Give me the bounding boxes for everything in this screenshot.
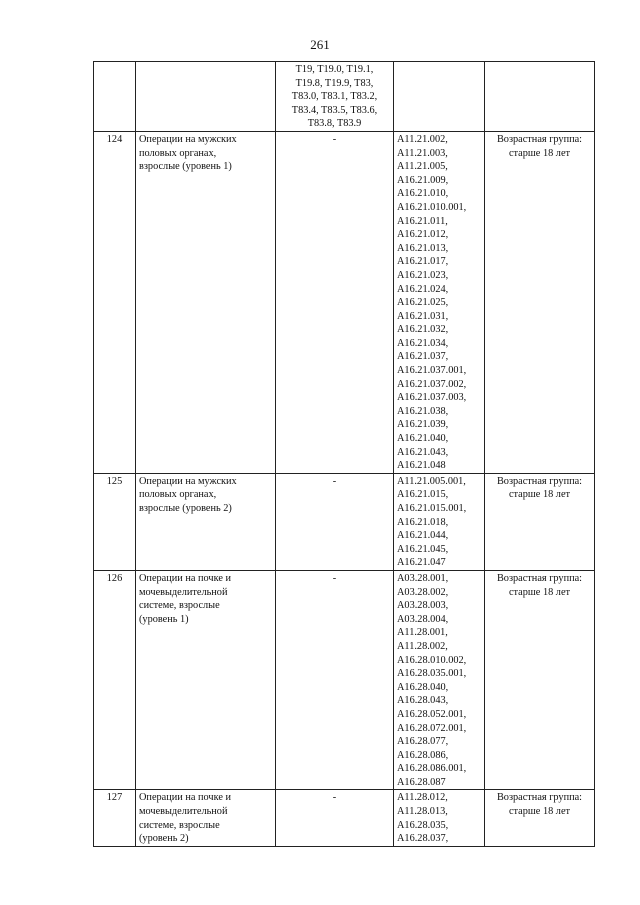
cell-line: (уровень 1) (139, 613, 189, 625)
cell-line: T19.8, T19.9, T83, (295, 77, 374, 89)
cell-line: - (332, 792, 337, 804)
service-codes-cell (394, 570, 485, 790)
cell-line: старше 18 лет (508, 489, 571, 501)
service-codes-cell (394, 131, 485, 473)
cell-line: - (332, 133, 337, 145)
cell-line: A03.28.003, (397, 600, 449, 612)
row-number-cell: 125 (94, 473, 136, 570)
cell-line: A11.21.005, (397, 161, 448, 173)
diagnosis-codes-cell (276, 790, 394, 846)
extra-criteria-cell (485, 790, 595, 846)
cell-line: A16.28.037, (397, 833, 449, 845)
cell-line: A03.28.001, (397, 572, 449, 584)
cell-line: мочевыделительной (139, 586, 228, 598)
cell-line: A11.28.002, (397, 640, 448, 652)
group-name-cell (136, 790, 276, 846)
cell-line: старше 18 лет (508, 806, 571, 818)
cell-line: A16.28.052.001, (397, 708, 467, 720)
page-number: 261 (310, 37, 330, 52)
diagnosis-codes-cell (276, 62, 394, 132)
cell-line: A16.21.045, (397, 543, 449, 555)
cell-line: A16.21.015, (397, 489, 449, 501)
group-name-cell (136, 131, 276, 473)
cell-line: мочевыделительной (139, 806, 228, 818)
cell-line: A16.21.034, (397, 337, 449, 349)
cell-line: A16.21.023, (397, 269, 449, 281)
cell-line: A16.21.048 (397, 460, 446, 472)
table-row (94, 570, 595, 790)
group-name-cell (136, 62, 276, 132)
cell-line: A16.21.024, (397, 283, 449, 295)
cell-line: A16.21.039, (397, 419, 449, 431)
cell-line: A16.21.010, (397, 188, 449, 200)
cell-line: (уровень 2) (139, 833, 189, 845)
cell-line: A16.28.087 (397, 776, 446, 788)
cell-line: T83.8, T83.9 (307, 118, 362, 130)
table-row (94, 131, 595, 473)
group-name-cell (136, 473, 276, 570)
cell-line: A16.28.035, (397, 819, 449, 831)
cell-line: - (332, 572, 337, 584)
extra-criteria-cell (485, 131, 595, 473)
cell-line: A16.21.038, (397, 405, 449, 417)
cell-line: A16.21.037.001, (397, 365, 467, 377)
cell-line: A16.21.040, (397, 433, 449, 445)
service-codes-cell (394, 790, 485, 846)
table-row (94, 62, 595, 132)
cell-line: A16.21.010.001, (397, 201, 467, 213)
cell-line: A16.21.037.003, (397, 392, 467, 404)
cell-line: A11.21.005.001, (397, 475, 466, 487)
service-codes-cell (394, 473, 485, 570)
cell-line: T83.0, T83.1, T83.2, (291, 91, 378, 103)
cell-line: A16.21.013, (397, 242, 449, 254)
cell-line: A16.28.077, (397, 736, 449, 748)
cell-line: A16.21.037, (397, 351, 449, 363)
cell-line: A16.21.032, (397, 324, 449, 336)
cell-line: A11.28.012, (397, 792, 448, 804)
cell-line: Операции на почке и (139, 792, 231, 804)
row-number-cell: 126 (94, 570, 136, 790)
cell-line: A16.28.086.001, (397, 763, 467, 775)
cell-line: A16.21.043, (397, 446, 449, 458)
cell-line: T19, T19.0, T19.1, (295, 64, 374, 75)
cell-line: A16.21.018, (397, 516, 449, 528)
extra-criteria-cell (485, 62, 595, 132)
cell-line: половых органах, (139, 147, 217, 159)
cell-line: Операции на мужских (139, 475, 237, 487)
cell-line: A16.21.009, (397, 174, 449, 186)
cell-line: A16.21.044, (397, 530, 449, 542)
group-name-cell (136, 570, 276, 790)
cell-line: старше 18 лет (508, 147, 571, 159)
cell-line: старше 18 лет (508, 586, 571, 598)
cell-line: половых органах, (139, 489, 217, 501)
cell-line: A11.28.001, (397, 627, 448, 639)
cell-line: Возрастная группа: (496, 792, 583, 804)
table-row (94, 790, 595, 846)
extra-criteria-cell (485, 473, 595, 570)
cell-line: A16.28.086, (397, 749, 449, 761)
cell-line: A16.21.047 (397, 557, 446, 569)
cell-line: A11.21.003, (397, 147, 448, 159)
cell-line: Операции на мужских (139, 133, 237, 145)
row-number-cell: 127 (94, 790, 136, 846)
cell-line: A16.21.031, (397, 310, 449, 322)
row-number-cell: 124 (94, 131, 136, 473)
cell-line: - (332, 475, 337, 487)
cell-line: A16.21.025, (397, 297, 449, 309)
table-body (94, 62, 595, 847)
cell-line: Возрастная группа: (496, 133, 583, 145)
cell-line: A16.21.037.002, (397, 378, 467, 390)
table-row (94, 473, 595, 570)
cell-line: A16.21.017, (397, 256, 449, 268)
cell-line: A16.28.010.002, (397, 654, 467, 666)
cell-line: A11.28.013, (397, 806, 448, 818)
cell-line: A16.21.011, (397, 215, 448, 227)
diagnosis-codes-cell (276, 570, 394, 790)
cell-line: Возрастная группа: (496, 475, 583, 487)
service-codes-cell (394, 62, 485, 132)
cell-line: A16.28.035.001, (397, 668, 467, 680)
cell-line: A16.21.015.001, (397, 503, 467, 514)
cell-line: A11.21.002, (397, 133, 448, 145)
cell-line: системе, взрослые (139, 819, 220, 831)
ksg-table (93, 61, 595, 847)
cell-line: T83.4, T83.5, T83.6, (291, 104, 378, 116)
cell-line: A16.28.072.001, (397, 722, 467, 734)
cell-line: системе, взрослые (139, 600, 220, 612)
cell-line: Операции на почке и (139, 572, 231, 584)
cell-line: A16.21.012, (397, 229, 449, 241)
cell-line: взрослые (уровень 2) (139, 503, 232, 514)
extra-criteria-cell (485, 570, 595, 790)
cell-line: A16.28.040, (397, 681, 449, 693)
cell-line: Возрастная группа: (496, 572, 583, 584)
row-number-cell (94, 62, 136, 132)
cell-line: A03.28.004, (397, 613, 449, 625)
cell-line: A16.28.043, (397, 695, 449, 707)
diagnosis-codes-cell (276, 131, 394, 473)
cell-line: взрослые (уровень 1) (139, 161, 232, 173)
diagnosis-codes-cell (276, 473, 394, 570)
cell-line: A03.28.002, (397, 586, 449, 598)
